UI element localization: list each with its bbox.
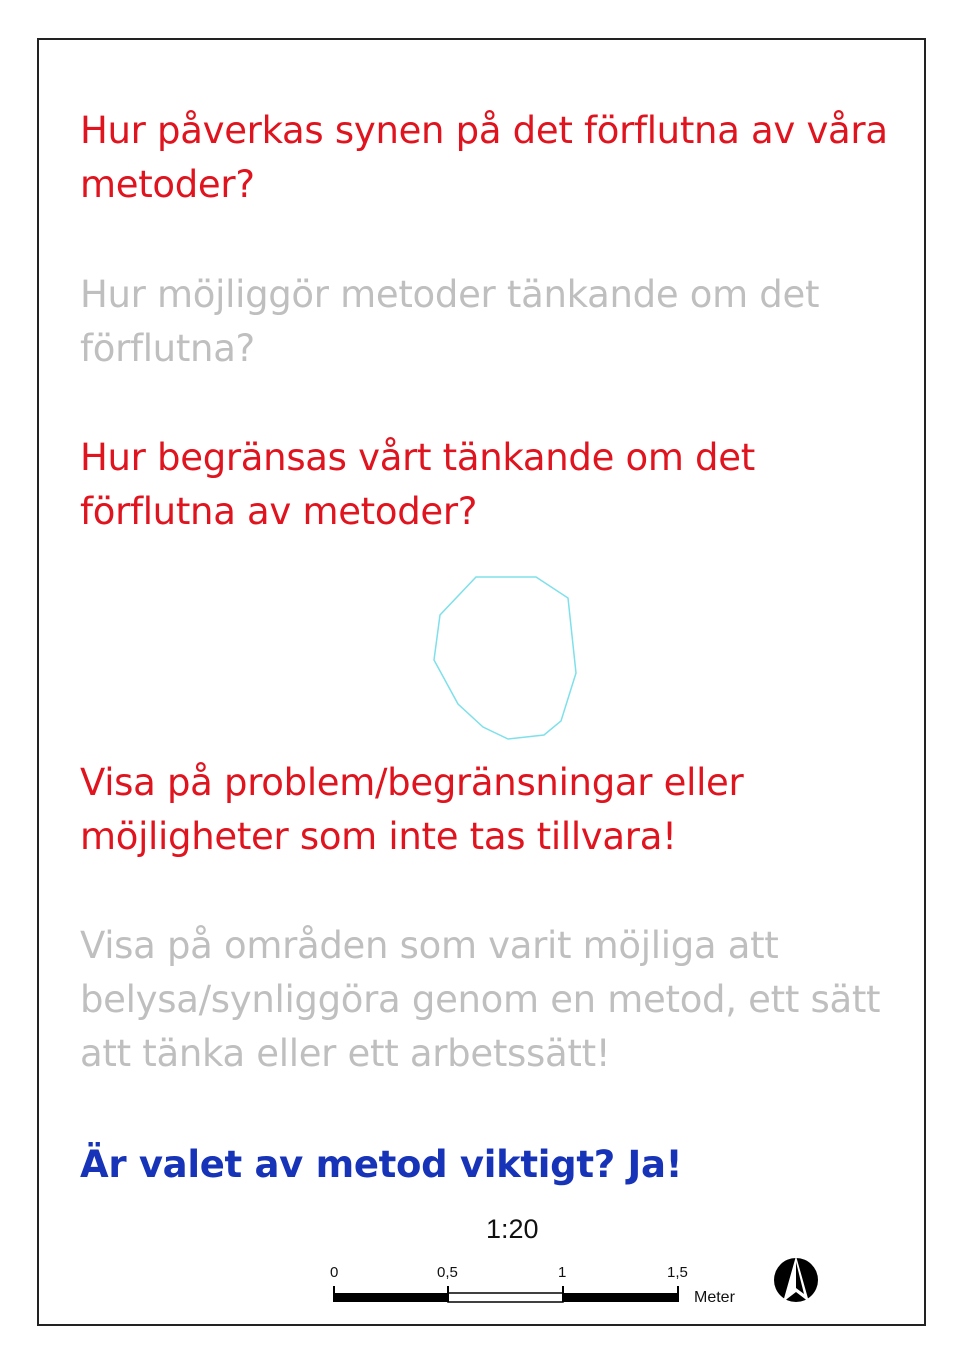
scale-tick-1-5: 1,5: [667, 1264, 688, 1281]
conclusion: Är valet av metod viktigt? Ja!: [80, 1143, 683, 1186]
question-methods-view: Hur påverkas synen på det förflutna av våra metoder?: [80, 109, 888, 206]
question-methods-enable: Hur möjliggör metoder tänkande om det förflutna?: [80, 273, 820, 370]
scale-ratio: 1:20: [486, 1214, 539, 1244]
question-methods-limit: Hur begränsas vårt tänkande om det förflutna av metoder?: [80, 436, 755, 533]
statement-areas: Visa på områden som varit möjliga att belysa/synliggöra genom en metod, ett sätt att tänka eller ett arbetssätt!: [80, 924, 881, 1075]
map-frame: [37, 38, 926, 1326]
scale-unit: Meter: [694, 1289, 735, 1306]
scale-tick-0: 0: [330, 1264, 339, 1281]
statement-problems: Visa på problem/begränsningar eller möjligheter som inte tas tillvara!: [80, 761, 744, 858]
scale-tick-0-5: 0,5: [437, 1264, 458, 1281]
scale-tick-1: 1: [558, 1264, 567, 1281]
